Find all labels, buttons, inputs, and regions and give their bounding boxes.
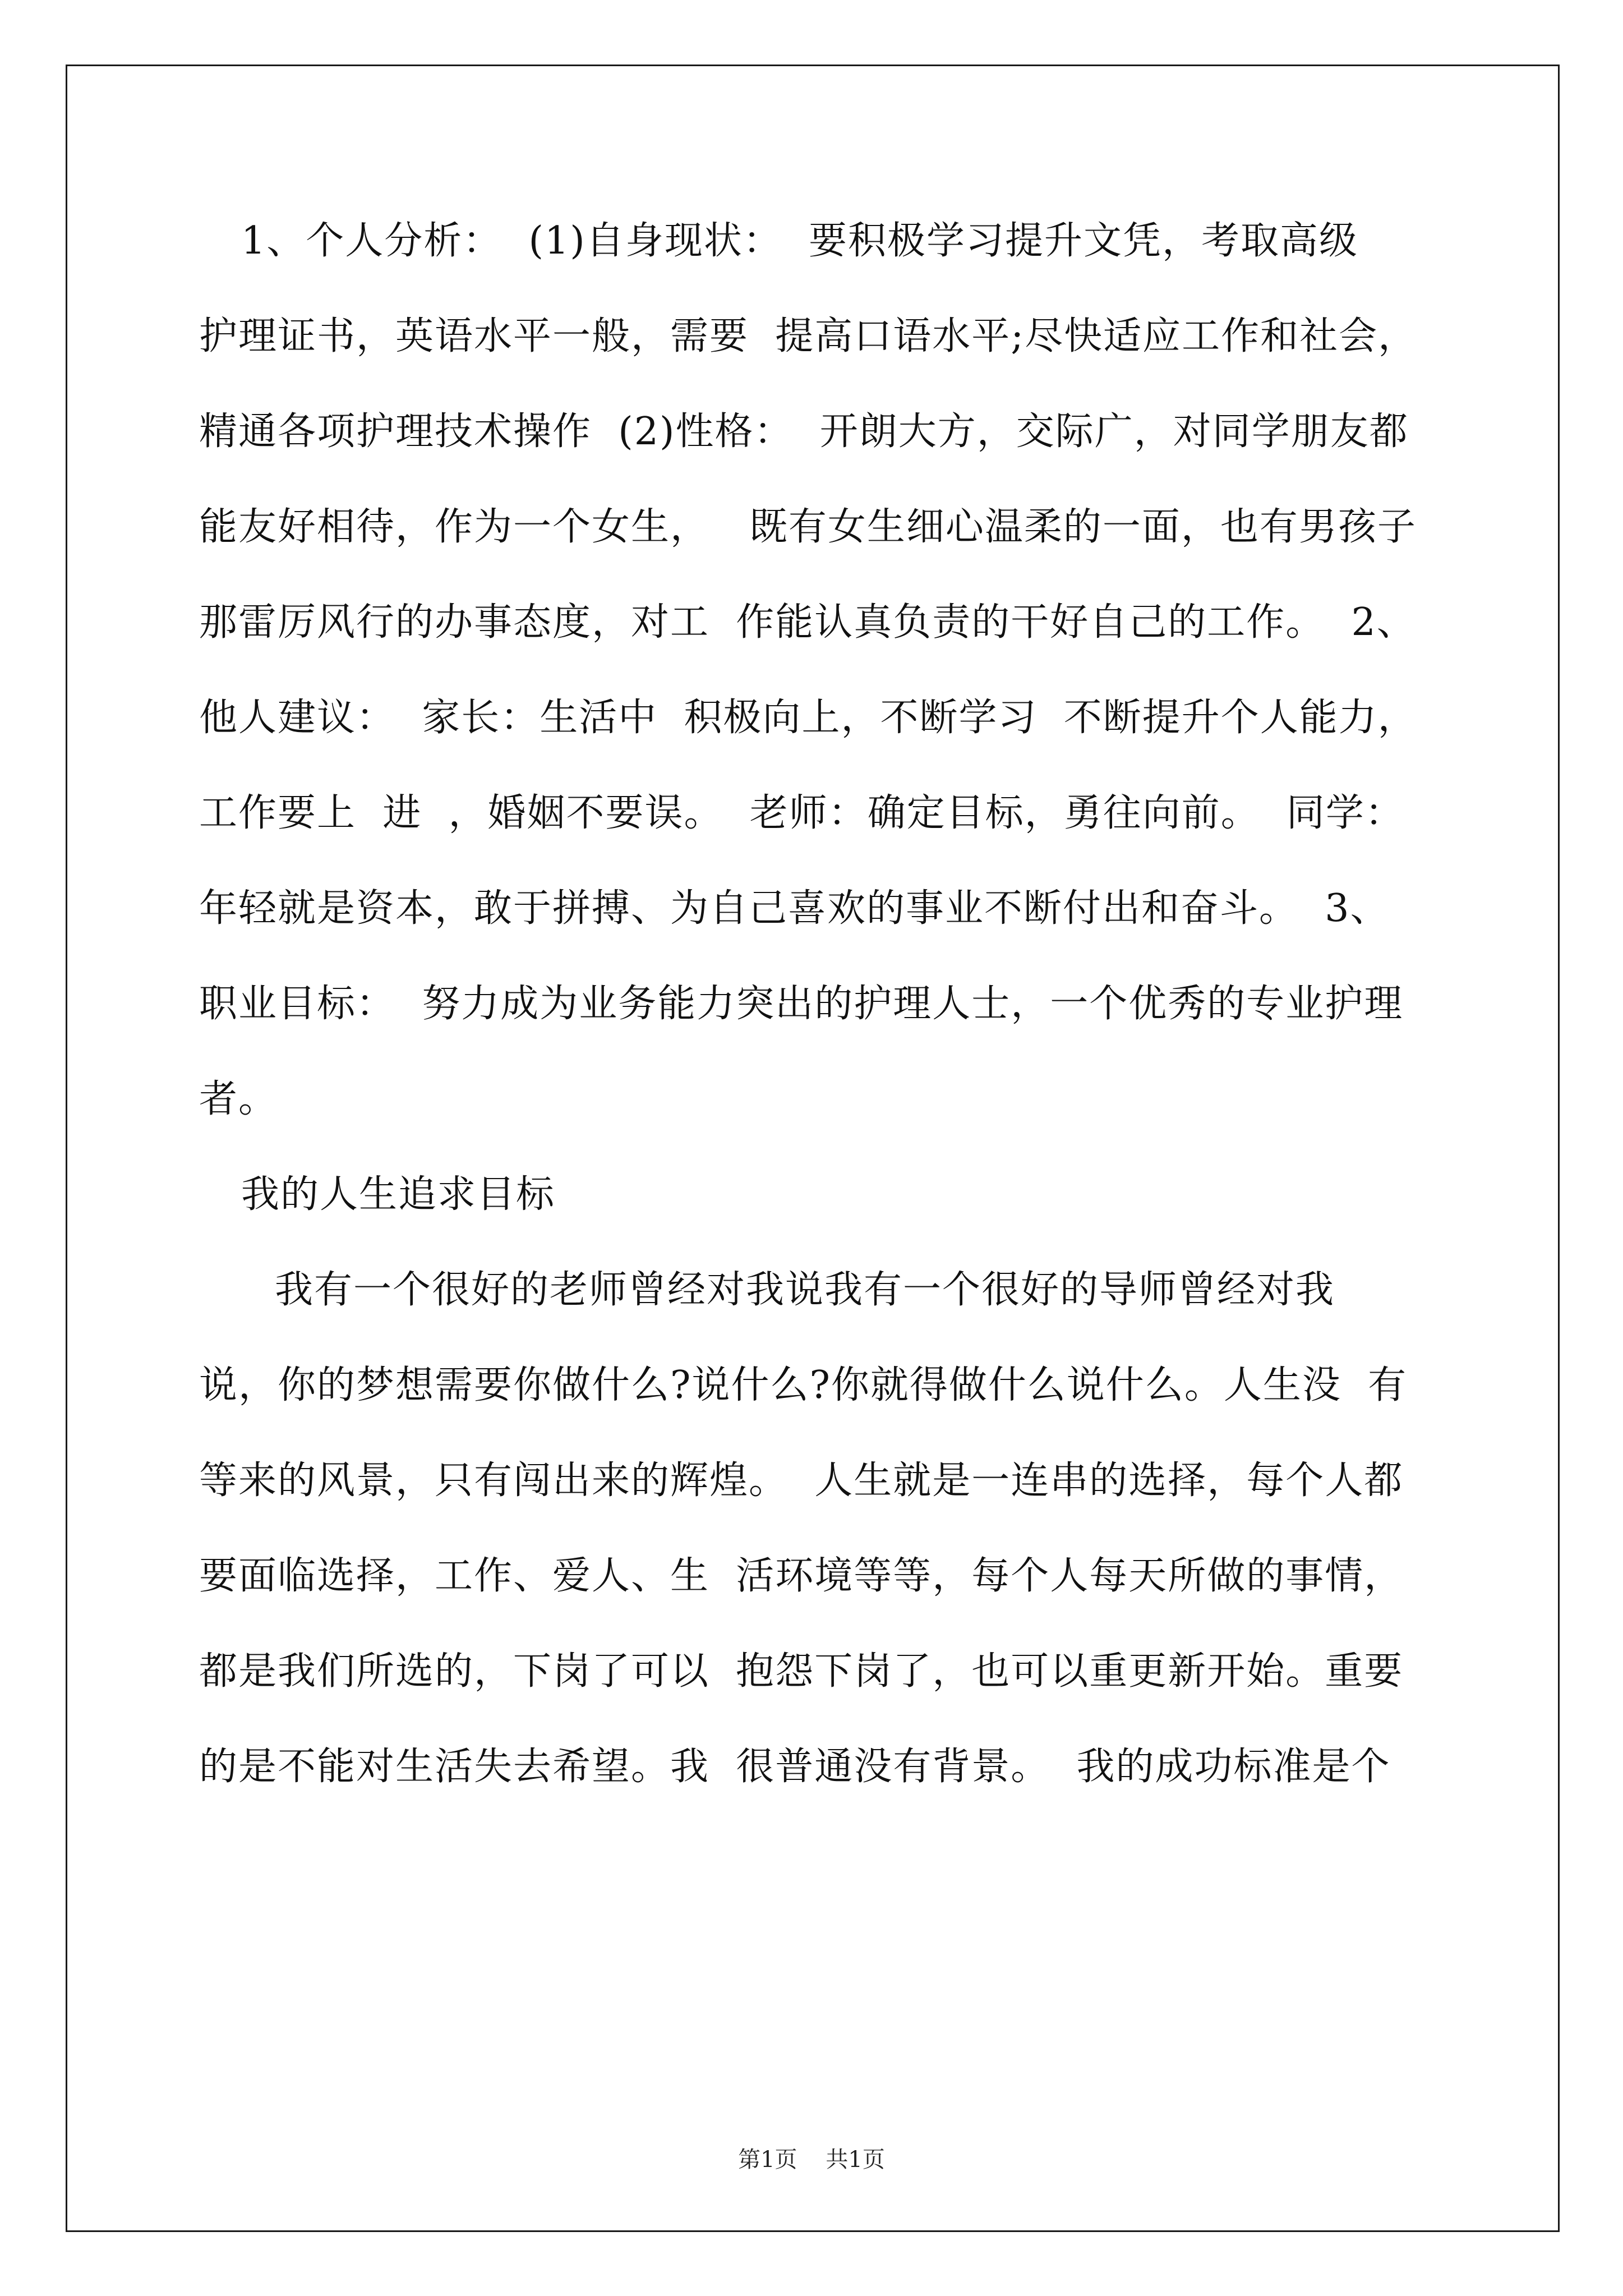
- page-footer: [0, 2143, 1623, 2177]
- paragraph-line: 等来的风景，只有闯出来的辉煌。 人生就是一连串的选择，每个人都: [199, 1458, 1404, 1503]
- paragraph-line: 工作要上 进 ，婚姻不要误。 老师：确定目标，勇往向前。 同学：: [199, 791, 1404, 835]
- paragraph-line: 职业目标： 努力成为业务能力突出的护理人士，一个优秀的专业护理: [199, 982, 1404, 1026]
- paragraph-line: 要面临选择，工作、爱人、生 活环境等等，每个人每天所做的事情，: [199, 1554, 1404, 1598]
- paragraph-line: 者。: [199, 1077, 278, 1121]
- page-total: 共1页: [826, 2147, 885, 2173]
- paragraph-line: 都是我们所选的，下岗了可以 抱怨下岗了，也可以重更新开始。重要: [199, 1649, 1404, 1694]
- section-heading: 我的人生追求目标: [241, 1172, 556, 1217]
- paragraph-line: 年轻就是资本，敢于拼搏、为自己喜欢的事业不断付出和奋斗。 3、: [199, 886, 1390, 931]
- paragraph-line: 的是不能对生活失去希望。我 很普通没有背景。 我的成功标准是个: [199, 1745, 1391, 1789]
- paragraph-line: 他人建议： 家长：生活中 积极向上，不断学习 不断提升个人能力，: [199, 696, 1417, 740]
- paragraph-line: 精通各项护理技术操作 (2)性格： 开朗大方，交际广，对同学朋友都: [199, 409, 1409, 454]
- paragraph-line: 能友好相待，作为一个女生， 既有女生细心温柔的一面，也有男孩子: [199, 505, 1417, 549]
- paragraph-line: 护理证书，英语水平一般，需要 提高口语水平;尽快适应工作和社会，: [199, 314, 1418, 358]
- paragraph-line: 1、个人分析： (1)自身现状： 要积极学习提升文凭，考取高级: [241, 219, 1359, 263]
- page-border: [66, 65, 1560, 2232]
- page-number: 第1页: [738, 2147, 797, 2173]
- paragraph-line: 我有一个很好的老师曾经对我说我有一个很好的导师曾经对我: [275, 1268, 1335, 1312]
- paragraph-line: 那雷厉风行的办事态度，对工 作能认真负责的干好自己的工作。 2、: [199, 600, 1416, 645]
- paragraph-line: 说，你的梦想需要你做什么?说什么?你就得做什么说什么。人生没 有: [199, 1363, 1408, 1407]
